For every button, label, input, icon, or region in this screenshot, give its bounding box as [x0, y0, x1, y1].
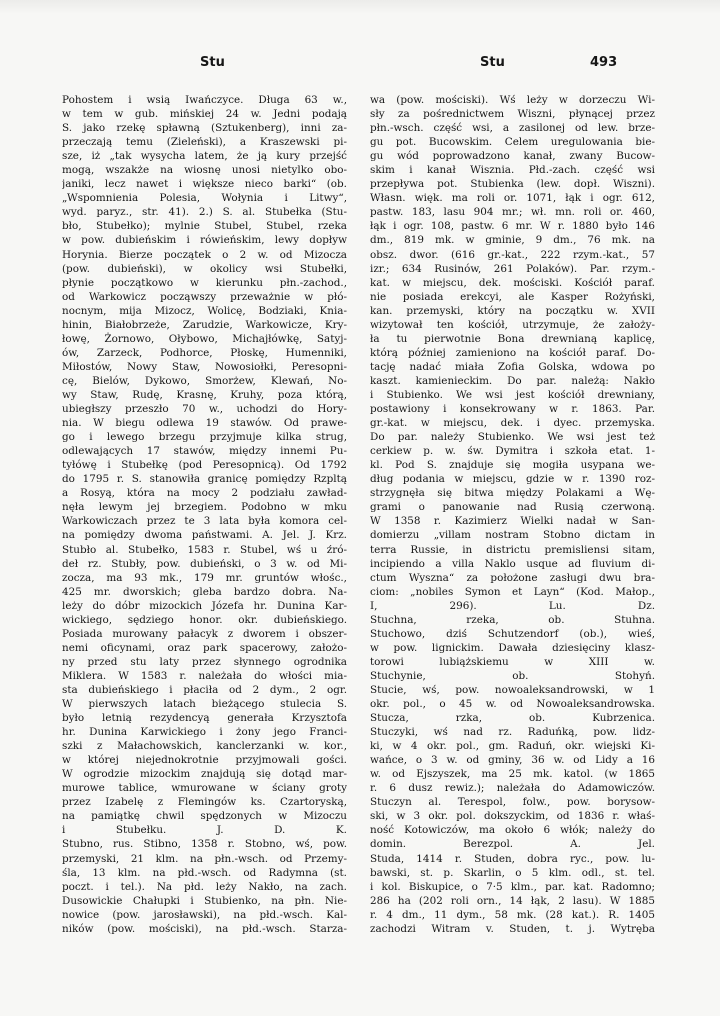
left-text-column — [62, 93, 347, 998]
text-line: wy Staw, Rudę, Krasnę, Kruhy, poza którą, — [62, 388, 347, 401]
text-line: r. 4 dm., 11 dym., 58 mk. (28 kat.). R. 1405 — [370, 908, 655, 921]
text-line: domin. Berezpol. A. Jel. — [370, 838, 655, 851]
text-line: sły za pośrednictwem Wiszni, płynącej przez — [370, 108, 655, 121]
text-line: cerkiew p. w. św. Dymitra i szkoła etat. 1- — [370, 445, 655, 458]
text-line: Stuchowo, dziś Schutzendorf (ob.), wieś, — [370, 627, 655, 640]
text-line: nia. W biegu odlewa 19 stawów. Od prawe- — [62, 417, 347, 430]
text-line: ny przed stu laty przez słynnego ogrodnika — [62, 655, 347, 668]
text-line: tyłówę i Stubełkę (pod Peresopnicą). Od 1792 — [62, 459, 347, 472]
text-line: izr.; 634 Rusinów, 261 Polaków). Par. rzym.- — [370, 262, 655, 275]
text-line: ubiegłszy przeszło 70 w., uchodzi do Hory- — [62, 403, 347, 416]
text-line: przez Izabelę z Flemingów ks. Czartoryską, — [62, 796, 347, 809]
text-line: kaszt. kamienieckim. Do par. należą: Nakło — [370, 374, 655, 387]
text-line: okr. pol., o 45 w. od Nowoaleksandrowska. — [370, 698, 655, 711]
text-line: i Stubienko. We wsi jest kościół drewniany, — [370, 388, 655, 401]
text-line: odlewających 17 stawów, między innemi Pu- — [62, 445, 347, 458]
text-line: śla, 13 klm. na płd.-wsch. od Radymna (st. — [62, 866, 347, 879]
text-line: i Stubełku. J. D. K. — [62, 824, 347, 837]
text-line: poczt. i tel.). Na płd. leży Nakło, na zach. — [62, 880, 347, 893]
text-line: Stuczyn al. Terespol, folw., pow. borysow- — [370, 796, 655, 809]
text-line: wyd. paryz., str. 41). 2.) S. al. Stubełka (Stu- — [62, 206, 347, 219]
text-line: w pow. dubieńskim i rówieńskim, lewy dopływ — [62, 234, 347, 247]
text-line: było letnią rezydencyą generała Krzysztofa — [62, 712, 347, 725]
text-line: Miłostów, Nowy Staw, Nowosiołki, Peresopni- — [62, 360, 347, 373]
text-line: wańce, o 3 w. od gminy, 36 w. od Lidy a 16 — [370, 754, 655, 767]
text-line: przepływa pot. Stubienka (lew. dopł. Wiszni). — [370, 178, 655, 191]
text-line: na pomiędzy dwoma państwami. A. Jel. J. Krz. — [62, 529, 347, 542]
text-line: zocza, ma 93 mk., 179 mr. gruntów włośc., — [62, 571, 347, 584]
text-line: 286 ha (202 roli orn., 14 łąk, 2 lasu). W 1885 — [370, 894, 655, 907]
text-line: dług podania w miejscu, gdzie w r. 1390 roz- — [370, 473, 655, 486]
text-line: go i lewego brzegu przyjmuje kilka strug, — [62, 431, 347, 444]
left-running-head: Stu — [200, 55, 225, 70]
text-line: strzygnęła się bitwa między Polakami a Wę- — [370, 487, 655, 500]
text-line: grami o panowanie nad Rusią czerwoną. — [370, 501, 655, 514]
text-line: Stuczyki, wś nad rz. Raduńką, pow. lidz- — [370, 726, 655, 739]
text-line: Studa, 1414 r. Studen, dobra ryc., pow. lu- — [370, 852, 655, 865]
text-line: postawiony i konsekrowany w r. 1863. Par. — [370, 403, 655, 416]
text-line: w. od Ejszyszek, ma 25 mk. katol. (w 1865 — [370, 768, 655, 781]
text-line: pastw. 183, lasu 904 mr.; wł. mn. roli or. 460, — [370, 206, 655, 219]
text-line: a Rosyą, która na mocy 2 podziału zawład- — [62, 487, 347, 500]
text-line: kl. Pod S. znajduje się mogiła usypana we- — [370, 459, 655, 472]
text-line: incipiendo a villa Naklo usque ad fluvium di- — [370, 557, 655, 570]
text-line: ctum Wyszna“ za położone zasługi dwu bra- — [370, 571, 655, 584]
text-line: wizytował ten kościół, utrzymuje, że założy- — [370, 318, 655, 331]
text-line: nęła lewym jej brzegiem. Podobno w mku — [62, 501, 347, 514]
text-line: Stuchynie, ob. Stohyń. — [370, 669, 655, 682]
text-line: wickiego, sędziego honor. okr. dubieńskiego. — [62, 613, 347, 626]
text-line: tację nadać miała Zofia Golska, wdowa po — [370, 360, 655, 373]
text-line: bło, Stubełko); mylnie Stubel, Stubel, rzeka — [62, 220, 347, 233]
text-line: ność Kotowiczów, ma około 6 włók; należy do — [370, 824, 655, 837]
text-line: na pamiątkę chwil spędzonych w Mizoczu — [62, 810, 347, 823]
text-line: Stucza, rzka, ob. Kubrzenica. — [370, 712, 655, 725]
text-line: murowe tablice, wmurowane w ściany groty — [62, 782, 347, 795]
text-line: Stubło al. Stubełko, 1583 r. Stubel, wś u źró- — [62, 543, 347, 556]
text-line: Stubno, rus. Stibno, 1358 r. Stobno, wś, pow. — [62, 838, 347, 851]
text-line: ski, w 3 okr. pol. dokszyckim, od 1836 r. właś- — [370, 810, 655, 823]
text-line: ników (pow. mościski), na płd.-wsch. Starza- — [62, 922, 347, 935]
text-line: od Warkowicz począwszy przeważnie w płó- — [62, 290, 347, 303]
text-line: hinin, Białobrzeże, Zarudzie, Warkowicze, Kry- — [62, 318, 347, 331]
text-line: łowę, Żornowo, Ołybowo, Michajłówkę, Satyj- — [62, 332, 347, 345]
right-running-head: Stu — [480, 55, 505, 70]
text-line: skim i kanał Wisznia. Płd.-zach. część wsi — [370, 164, 655, 177]
text-line: Własn. więk. ma roli or. 1071, łąk i ogr. 612, — [370, 192, 655, 205]
text-line: zachodzi Witram v. Studen, t. j. Wytręba — [370, 922, 655, 935]
text-line: domierzu „villam nostram Stobno dictam in — [370, 529, 655, 542]
text-line: w tem w gub. mińskiej 24 w. Jedni podają — [62, 108, 347, 121]
text-line: Miklera. W 1583 r. należała do włości mia- — [62, 669, 347, 682]
text-line: (pow. dubieński), w okolicy wsi Stubełki, — [62, 262, 347, 275]
text-line: Horynia. Bierze początek o 2 w. od Mizocza — [62, 248, 347, 261]
text-line: deł rz. Stubły, pow. dubieński, o 3 w. od Mi- — [62, 557, 347, 570]
text-line: łąk i ogr. 108, pastw. 6 mr. W r. 1880 było 146 — [370, 220, 655, 233]
text-line: cę, Bielów, Dykowo, Smorżew, Klewań, No- — [62, 374, 347, 387]
text-line: płn.-wsch. część wsi, a zasilonej od lew. brze- — [370, 122, 655, 135]
text-line: szki z Małachowskich, kanclerzanki w. kor., — [62, 740, 347, 753]
text-line: ciom: „nobiles Symon et Layn“ (Kod. Małop., — [370, 585, 655, 598]
text-line: bawski, st. p. Skarlin, o 5 klm. odl., st. tel. — [370, 866, 655, 879]
text-line: gu pot. Bucowskim. Celem uregulowania bie- — [370, 136, 655, 149]
text-line: którą później zamieniono na kościół paraf. Do- — [370, 346, 655, 359]
text-line: ła tu pierwotnie Bona drewnianą kaplicę, — [370, 332, 655, 345]
text-line: nocnym, mija Mizocz, Wolicę, Bodziaki, Knia- — [62, 304, 347, 317]
text-line: 425 mr. dworskich; gleba bardzo dobra. Na- — [62, 585, 347, 598]
text-line: gu wód poprowadzono kanał, zwany Bucow- — [370, 150, 655, 163]
text-line: „Wspomnienia Polesia, Wołynia i Litwy“, — [62, 192, 347, 205]
text-line: dm., 819 mk. w gminie, 9 dm., 76 mk. na — [370, 234, 655, 247]
text-line: Warkowiczach przez te 3 lata była komora cel- — [62, 515, 347, 528]
page-number: 493 — [590, 55, 618, 70]
text-line: W pierwszych latach bieżącego stulecia S. — [62, 698, 347, 711]
right-text-column — [370, 93, 655, 998]
text-line: ów, Zarzeck, Podhorce, Płoskę, Humenniki, — [62, 346, 347, 359]
text-line: wa (pow. mościski). Wś leży w dorzeczu Wi- — [370, 94, 655, 106]
text-line: w pow. lignickim. Dawała dziesięciny klasz- — [370, 641, 655, 654]
text-line: Pohostem i wsią Iwańczyce. Długa 63 w., — [62, 94, 347, 106]
text-line: i kol. Biskupice, o 7·5 klm., par. kat. Radomno; — [370, 880, 655, 893]
text-line: ki, w 4 okr. pol., gm. Raduń, okr. wiejski Ki- — [370, 740, 655, 753]
text-line: obsz. dwor. (616 gr.-kat., 222 rzym.-kat., 57 — [370, 248, 655, 261]
text-line: Stucie, wś, pow. nowoaleksandrowski, w 1 — [370, 683, 655, 696]
text-line: Stuchna, rzeka, ob. Stuhna. — [370, 613, 655, 626]
text-line: kat. w miejscu, dek. mościski. Kościół paraf. — [370, 276, 655, 289]
text-line: torowi lubiążskiemu w XIII w. — [370, 655, 655, 668]
text-line: janiki, lecz nawet i większe nieco barki“ (ob. — [62, 178, 347, 191]
text-line: do 1795 r. S. stanowiła granicę pomiędzy Rzpltą — [62, 473, 347, 486]
text-line: w której niejednokrotnie przyjmowali gości. — [62, 754, 347, 767]
text-line: I, 296). Lu. Dz. — [370, 599, 655, 612]
text-line: sta dubieńskiego i płaciła od 2 dym., 2 ogr. — [62, 683, 347, 696]
text-line: sze, iż „tak wysycha latem, że ją kury przejść — [62, 150, 347, 163]
text-line: W 1358 r. Kazimierz Wielki nadał w San- — [370, 515, 655, 528]
text-line: Posiada murowany pałacyk z dworem i obszer- — [62, 627, 347, 640]
page-header — [0, 55, 720, 77]
text-line: przemyski, 21 klm. na płn.-wsch. od Przemy- — [62, 852, 347, 865]
text-line: S. jako rzekę spławną (Sztukenberg), inni za- — [62, 122, 347, 135]
text-line: mogą, wszakże na wiosnę unosi nietylko obo- — [62, 164, 347, 177]
text-line: r. 6 dusz rewiz.); należała do Adamowiczów. — [370, 782, 655, 795]
text-line: hr. Dunina Karwickiego i żony jego Franci- — [62, 726, 347, 739]
text-line: płynie początkowo w kierunku płn.-zachod., — [62, 276, 347, 289]
text-line: kan. przemyski, który na początku w. XVII — [370, 304, 655, 317]
text-line: gr.-kat. w miejscu, dek. i dyec. przemyska. — [370, 417, 655, 430]
text-line: leży do dóbr mizockich Józefa hr. Dunina Kar- — [62, 599, 347, 612]
text-line: przeczają temu (Zieleński), a Kraszewski pi- — [62, 136, 347, 149]
text-line: Dusowickie Chałupki i Stubienko, na płn. Nie- — [62, 894, 347, 907]
text-line: terra Russie, in districtu premisliensi sitam, — [370, 543, 655, 556]
text-line: nemi oficynami, oraz park spacerowy, założo- — [62, 641, 347, 654]
text-line: nie posiada erekcyi, ale Kasper Rożyński, — [370, 290, 655, 303]
text-line: Do par. należy Stubienko. We wsi jest też — [370, 431, 655, 444]
text-line: nowice (pow. jarosławski), na płd.-wsch. Kal- — [62, 908, 347, 921]
text-line: W ogrodzie mizockim znajdują się dotąd mar- — [62, 768, 347, 781]
